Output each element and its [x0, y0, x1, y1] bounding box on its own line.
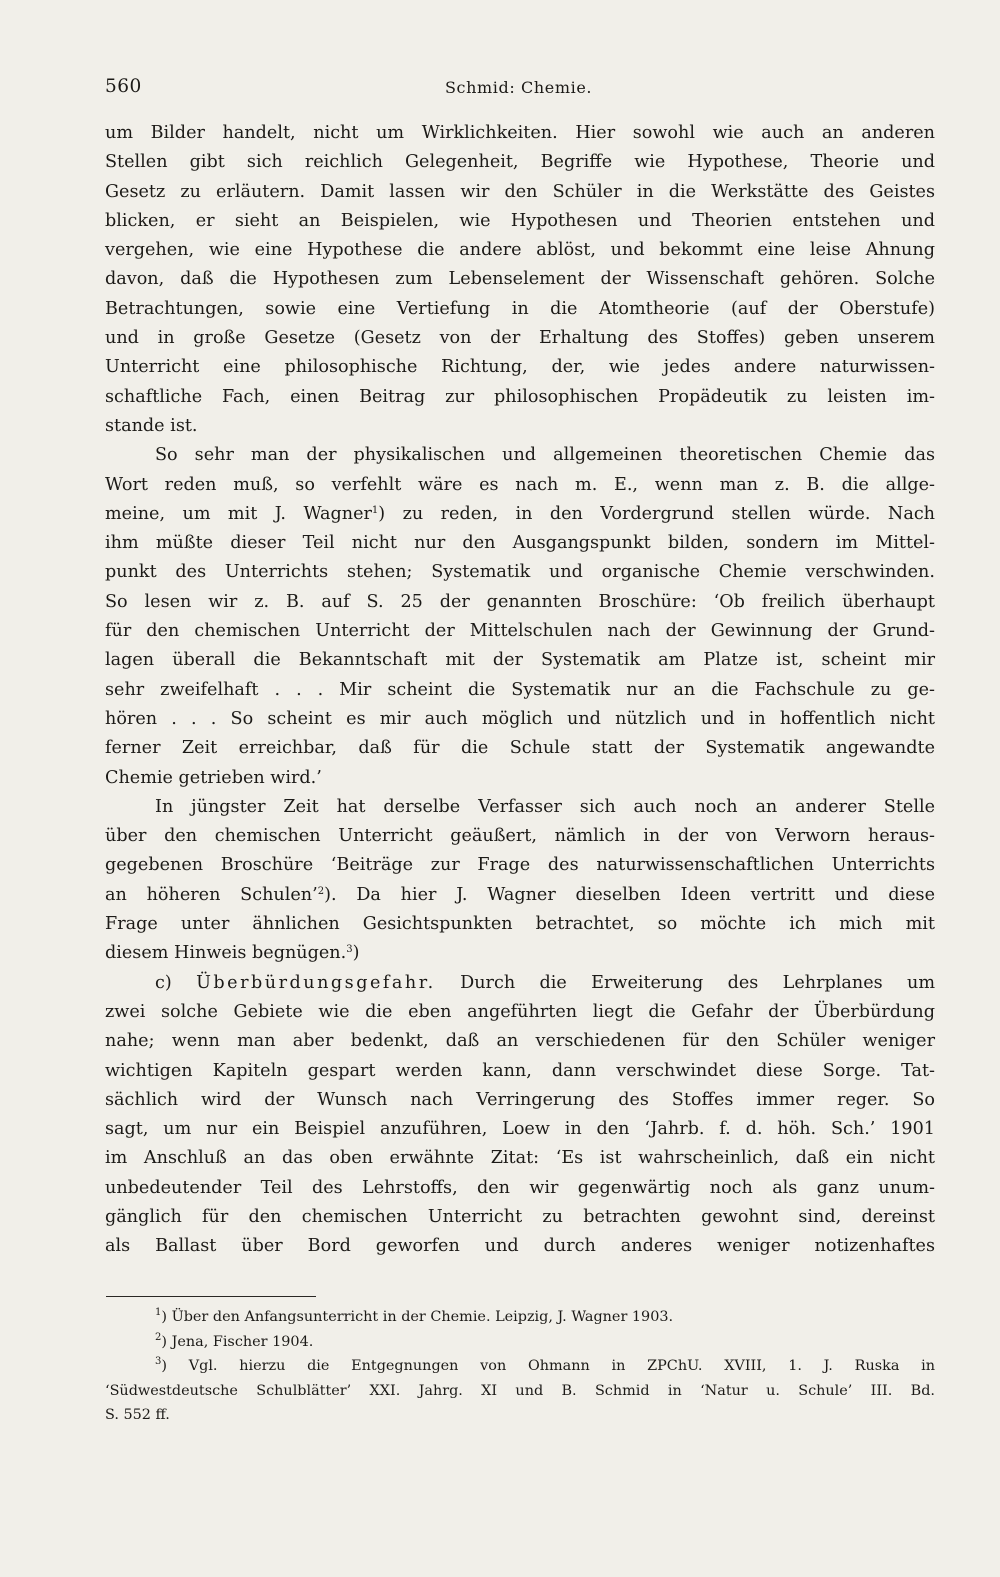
text-line: Unterricht eine philosophische Richtung, der, wie jedes andere naturwissen-	[105, 357, 935, 378]
running-title: Schmid: Chemie.	[445, 78, 593, 97]
body-text	[105, 119, 935, 1262]
text-segment: an höheren Schulen’	[105, 884, 318, 905]
text-segment: diesem Hinweis begnügen.	[105, 943, 347, 964]
footnote-marker: 1	[155, 1307, 162, 1318]
text-line: sagt, um nur ein Beispiel anzuführen, Loew in den ‘Jahrb. f. d. höh. Sch.’ 1901	[105, 1119, 935, 1140]
text-line: gegebenen Broschüre ‘Beiträge zur Frage des naturwissenschaftlichen Unterrichts	[105, 855, 935, 876]
text-line: und in große Gesetze (Gesetz von der Erhaltung des Stoffes) geben unserem	[105, 328, 935, 349]
text-line: davon, daß die Hypothesen zum Lebenselement der Wissenschaft gehören. Solche	[105, 269, 935, 290]
text-line: Gesetz zu erläutern. Damit lassen wir den Schüler in die Werkstätte des Geistes	[105, 181, 935, 202]
footnote-ref: 1	[371, 504, 379, 516]
text-line: wichtigen Kapiteln gespart werden kann, dann verschwindet diese Sorge. Tat-	[105, 1060, 935, 1081]
text-line: Chemie getrieben wird.’	[105, 767, 322, 788]
text-line-with-footnote	[105, 881, 935, 910]
text-line: ihm müßte dieser Teil nicht nur den Ausgangspunkt bilden, sondern im Mittel-	[105, 533, 935, 554]
text-line: Stellen gibt sich reichlich Gelegenheit, Begriffe wie Hypothese, Theorie und	[105, 152, 935, 173]
text-line: zwei solche Gebiete wie die eben angeführten liegt die Gefahr der Überbürdung	[105, 1001, 935, 1022]
text-line: hören . . . So scheint es mir auch möglich und nützlich und in hoffentlich nicht	[105, 708, 935, 729]
text-line-with-footnote	[105, 500, 935, 529]
text-line: Betrachtungen, sowie eine Vertiefung in die Atomtheorie (auf der Oberstufe)	[105, 298, 935, 319]
footnote-3	[105, 1354, 935, 1379]
text-line: sehr zweifelhaft . . . Mir scheint die Systematik nur an die Fachschule zu ge-	[105, 679, 935, 700]
text-line: um Bilder handelt, nicht um Wirklichkeiten. Hier sowohl wie auch an anderen	[105, 123, 935, 143]
text-line: blicken, er sieht an Beispielen, wie Hypothesen und Theorien entstehen und	[105, 210, 935, 231]
text-line: für den chemischen Unterricht der Mittelschulen nach der Gewinnung der Grund-	[105, 621, 935, 642]
footnote-ref: 2	[317, 885, 325, 897]
text-line: So lesen wir z. B. auf S. 25 der genannten Broschüre: ‘Ob freilich überhaupt	[105, 591, 935, 612]
text-line: Wort reden muß, so verfehlt wäre es nach m. E., wenn man z. B. die allge-	[105, 474, 935, 495]
text-line: ferner Zeit erreichbar, daß für die Schule statt der Systematik angewandte	[105, 738, 935, 759]
section-heading: Überbürdungsgefahr.	[196, 972, 436, 993]
text-line: gänglich für den chemischen Unterricht zu betrachten gewohnt sind, dereinst	[105, 1206, 935, 1227]
footnote-1	[105, 1305, 935, 1330]
text-segment: Durch die Erweiterung des Lehrplanes um	[460, 972, 936, 993]
footnote-marker: 3	[155, 1356, 162, 1367]
text-line: In jüngster Zeit hat derselbe Verfasser sich auch noch an anderer Stelle	[155, 796, 935, 817]
text-line: sächlich wird der Wunsch nach Verringerung des Stoffes immer reger. So	[105, 1089, 935, 1110]
footnotes	[105, 1305, 935, 1428]
text-line: punkt des Unterrichts stehen; Systematik und organische Chemie verschwinden.	[105, 562, 935, 583]
footnote-ref: 3	[346, 944, 353, 956]
section-heading-line	[105, 969, 935, 998]
footnote-2	[105, 1330, 935, 1355]
footnote-marker: 2	[155, 1331, 162, 1343]
text-line: unbedeutender Teil des Lehrstoffs, den wir gegenwärtig noch als ganz unum-	[105, 1177, 935, 1198]
section-label: c)	[155, 972, 172, 993]
footnote-text: ) Jena, Fischer 1904.	[161, 1333, 314, 1350]
footnote-text: ) Über den Anfangsunterricht in der Chemie. Leipzig, J. Wagner 1903.	[161, 1309, 674, 1325]
text-line: Frage unter ähnlichen Gesichtspunkten betrachtet, so möchte ich mich mit	[105, 914, 935, 935]
text-segment: ). Da hier J. Wagner dieselben Ideen vertritt und diese	[324, 884, 935, 905]
text-line: im Anschluß an das oben erwähnte Zitat: ‘Es ist wahrscheinlich, daß ein nicht	[105, 1148, 935, 1169]
footnote-divider	[106, 1296, 316, 1297]
text-line: stande ist.	[105, 415, 198, 436]
text-line: vergehen, wie eine Hypothese die andere ablöst, und bekommt eine leise Ahnung	[105, 240, 935, 261]
text-line: als Ballast über Bord geworfen und durch anderes weniger notizenhaftes	[105, 1236, 935, 1257]
running-head	[105, 76, 935, 106]
footnote-text: ) Vgl. hierzu die Entgegnungen von Ohmann in ZPChU. XVIII, 1. J. Ruska in	[161, 1358, 935, 1374]
text-line: So sehr man der physikalischen und allgemeinen theoretischen Chemie das	[155, 445, 935, 466]
footnote-3-continued: ‘Südwestdeutsche Schulblätter’ XXI. Jahrg. XI und B. Schmid in ‘Natur u. Schule’ III. Bd.	[105, 1382, 935, 1399]
text-line-with-footnote	[105, 939, 935, 968]
text-segment: meine, um mit J. Wagner	[105, 503, 372, 524]
page-number: 560	[105, 76, 142, 97]
text-line: lagen überall die Bekanntschaft mit der Systematik am Platze ist, scheint mir	[105, 650, 935, 671]
footnote-3-continued: S. 552 ff.	[105, 1407, 170, 1423]
text-line: über den chemischen Unterricht geäußert, nämlich in der von Verworn heraus-	[105, 826, 935, 847]
text-line: schaftliche Fach, einen Beitrag zur philosophischen Propädeutik zu leisten im-	[105, 386, 935, 407]
text-line: nahe; wenn man aber bedenkt, daß an verschiedenen für den Schüler weniger	[105, 1031, 935, 1052]
text-segment: ) zu reden, in den Vordergrund stellen würde. Nach	[378, 503, 936, 524]
text-segment: )	[352, 943, 360, 964]
